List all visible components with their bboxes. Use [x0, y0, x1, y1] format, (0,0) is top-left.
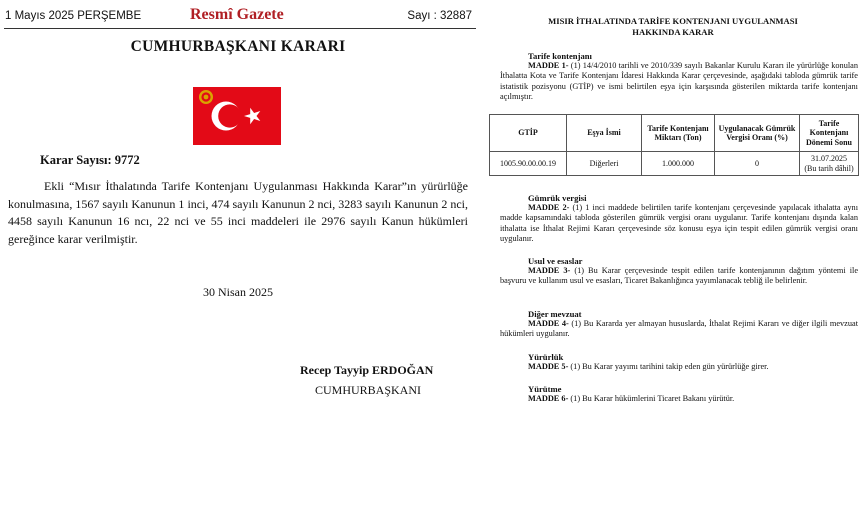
col-gtip: GTİP [490, 115, 567, 152]
article-2 [500, 203, 858, 245]
cell-item: Diğerleri [567, 152, 642, 176]
article-6 [500, 394, 858, 404]
article-1-label: MADDE 1- [528, 61, 569, 70]
article-6-text: (1) Bu Karar hükümlerini Ticaret Bakanı yürütür. [568, 394, 735, 403]
decree-date: 30 Nisan 2025 [203, 285, 273, 299]
col-period-end: Tarife Kontenjanı Dönemi Sonu [800, 115, 859, 152]
section-heading-tariff-quota: Tarife kontenjanı [528, 51, 592, 61]
article-5-text: (1) Bu Karar yayımı tarihini takip eden gün yürürlüğe girer. [568, 362, 769, 371]
decree-number: Karar Sayısı: 9772 [40, 153, 140, 167]
article-5-label: MADDE 5- [528, 362, 569, 371]
article-5 [500, 362, 858, 372]
signer-title: CUMHURBAŞKANI [315, 383, 422, 397]
article-3-label: MADDE 3- [528, 266, 571, 275]
article-6-label: MADDE 6- [528, 394, 569, 403]
decree-body: Ekli “Mısır İthalatında Tarife Kontenjanı Uygulanması Hakkında Karar”ın yürürlüğe konulmasına, 1567 sayılı Kanunun 1 inci, 474 sayılı Kanunun 2 nci, 3283 sayılı Kanunun 2 nci, 4458 sayılı Kanunun 16 ncı, 22 nci ve 55 inci maddeleri ile 2976 sayılı Kanun hükümleri gereğince karar verilmiştir. [8, 179, 468, 246]
period-end-note: (Bu tarih dâhil) [804, 163, 854, 173]
col-duty-rate: Uygulanacak Gümrük Vergisi Oranı (%) [715, 115, 800, 152]
cell-gtip: 1005.90.00.00.19 [490, 152, 567, 176]
header-divider [4, 28, 476, 29]
cell-rate: 0 [715, 152, 800, 176]
article-1-text: (1) 14/4/2010 tarihli ve 2010/339 sayılı Bakanlar Kurulu Kararı ile yürürlüğe konulan İthalatta Kota ve Tarife Kontenjanı İdaresi Hakkında Karar çerçevesinde, aşağıdaki tabloda gümrük tarife istatistik pozisyonu (GTİP) ve ismi belirtilen eşya için karşısında gösterilen miktarda tarife kontenjanı açılmıştır. [500, 61, 858, 102]
article-4 [500, 319, 858, 340]
signer-name: Recep Tayyip ERDOĞAN [300, 363, 434, 377]
section-heading-customs-duty: Gümrük vergisi [528, 193, 587, 203]
cell-period-end [800, 152, 859, 176]
period-end-date: 31.07.2025 [811, 154, 847, 163]
article-3 [500, 266, 858, 287]
issue-number: Sayı : 32887 [407, 10, 472, 22]
article-3-text: (1) Bu Karar çerçevesinde tespit edilen tarife kontenjanının dağıtım yöntemi ile başvuru ve kullanım usul ve esasları, Ticaret Bakanlığınca yayımlanacak tebliğ ile belirlenir. [500, 266, 858, 286]
section-heading-procedures: Usul ve esaslar [528, 256, 583, 266]
header-date: 1 Mayıs 2025 PERŞEMBE [5, 10, 142, 22]
section-heading-execution: Yürütme [528, 384, 562, 394]
article-1 [500, 61, 858, 103]
document-title: CUMHURBAŞKANI KARARI [130, 38, 346, 55]
cell-quantity: 1.000.000 [642, 152, 715, 176]
section-heading-effective-date: Yürürlük [528, 352, 564, 362]
article-4-label: MADDE 4- [528, 319, 569, 328]
col-item-name: Eşya İsmi [567, 115, 642, 152]
presidential-seal-icon [199, 90, 213, 104]
article-2-text: (1) 1 inci maddede belirtilen tarife kontenjanı çerçevesinde yapılacak ithalatta aynı madde kapsamındaki tabloda gösterilen gümrük vergisi oranı uygulanır. Tarife kontenjanı dışında kalan ithalatta ise İthalat Rejimi Kararı çerçevesinde söz konusu eşya için tespit edilen gümrük vergisi oranı uygulanır. [500, 203, 858, 244]
annex-title: MISIR İTHALATINDA TARİFE KONTENJANI UYGULANMASI HAKKINDA KARAR [548, 16, 798, 37]
gazette-header [0, 6, 476, 28]
article-4-text: (1) Bu Kararda yer almayan hususlarda, İthalat Rejimi Kararı ve diğer ilgili mevzuat hükümleri uygulanır. [500, 319, 858, 339]
table-row [490, 152, 859, 176]
tariff-quota-table [489, 114, 859, 176]
table-header-row [490, 115, 859, 152]
col-quota-amount: Tarife Kontenjanı Miktarı (Ton) [642, 115, 715, 152]
right-page [486, 0, 860, 505]
section-heading-other-legislation: Diğer mevzuat [528, 309, 582, 319]
gazette-title: Resmî Gazete [190, 6, 284, 23]
article-2-label: MADDE 2- [528, 203, 570, 212]
turkish-flag-with-seal-icon [193, 87, 281, 145]
